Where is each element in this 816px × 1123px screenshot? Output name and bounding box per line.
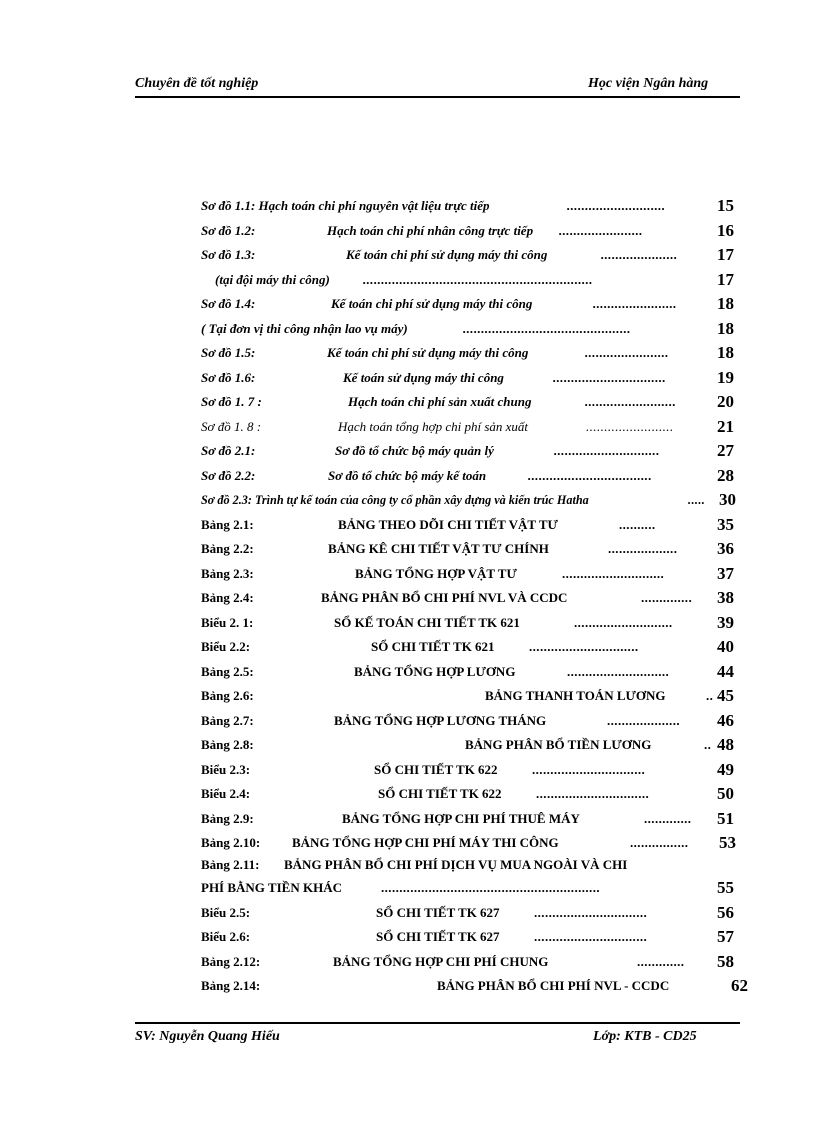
footer-left: SV: Nguyễn Quang Hiếu <box>135 1029 280 1044</box>
toc-label: Sơ đồ 1.5: <box>201 345 256 360</box>
toc-page: 53 <box>719 833 736 852</box>
toc-page: 48 <box>717 735 734 754</box>
toc-row[interactable] <box>201 974 752 999</box>
header-right: Học viện Ngân hàng <box>588 76 709 91</box>
toc-dots: ............................ <box>562 565 665 581</box>
toc-row[interactable] <box>201 635 752 660</box>
toc-row[interactable] <box>201 562 752 587</box>
toc-page: 15 <box>717 196 734 215</box>
toc-page: 44 <box>717 661 734 681</box>
footer-right: Lớp: KTB - CD25 <box>593 1029 697 1044</box>
toc-page: 58 <box>717 951 734 971</box>
toc-label: Biểu 2.3: <box>201 761 251 777</box>
toc-page: 56 <box>717 902 734 922</box>
toc-page: 17 <box>717 269 734 289</box>
toc-page: 55 <box>717 877 734 897</box>
toc-title: SỔ CHI TIẾT TK 627 <box>376 929 500 944</box>
toc-page: 46 <box>717 710 734 730</box>
toc-dots: .. <box>706 688 714 703</box>
toc-row[interactable] <box>201 709 752 734</box>
toc-title: Hạch toán tổng hợp chi phí sản xuất <box>338 418 529 434</box>
toc-dots: ............................... <box>534 904 648 920</box>
toc-title: Hạch toán chi phí nhân công trực tiếp <box>327 222 534 238</box>
toc-dots: .................................. <box>528 467 653 483</box>
toc-dots: ..................... <box>601 247 678 262</box>
toc-row[interactable] <box>201 901 752 926</box>
toc-dots: ................... <box>608 541 678 556</box>
toc-dots: ........................... <box>567 198 666 213</box>
header-left: Chuyên đề tốt nghiệp <box>135 76 259 91</box>
toc-row[interactable] <box>201 513 752 538</box>
toc-row[interactable] <box>201 950 752 975</box>
toc-row[interactable] <box>201 219 752 244</box>
toc-page: 38 <box>717 588 734 607</box>
toc-dots: ............................... <box>536 786 650 801</box>
toc-title: BẢNG KÊ CHI TIẾT VẬT TƯ CHÍNH <box>328 541 549 556</box>
toc-label: Bảng 2.14: <box>201 978 261 993</box>
toc-row[interactable] <box>201 831 752 856</box>
toc-label: Bảng 2.3: <box>201 565 254 581</box>
toc-label: Biểu 2. 1: <box>201 614 254 630</box>
toc-label: Bảng 2.10: <box>201 835 261 850</box>
toc-page: 21 <box>717 416 734 436</box>
toc-row[interactable] <box>201 194 752 219</box>
toc-dots: .. <box>704 737 712 752</box>
toc-dots: ................ <box>630 835 689 850</box>
toc-title: Hạch toán chi phí sản xuất chung <box>348 394 532 409</box>
table-of-contents <box>201 194 752 999</box>
toc-row[interactable] <box>201 758 752 783</box>
toc-page: 27 <box>717 441 734 460</box>
toc-title: SỔ KẾ TOÁN CHI TIẾT TK 621 <box>334 614 520 630</box>
toc-page: 57 <box>717 927 734 946</box>
toc-dots: ....................... <box>593 296 677 311</box>
toc-page: 18 <box>717 343 734 362</box>
toc-title: BẢNG THANH TOÁN LƯƠNG <box>485 688 666 703</box>
toc-dots: ............................................................... <box>363 271 593 287</box>
toc-label: Biểu 2.6: <box>201 929 251 944</box>
toc-page: 45 <box>717 686 734 705</box>
toc-row[interactable] <box>201 537 752 562</box>
toc-title: BẢNG PHÂN BỔ CHI PHÍ NVL - CCDC <box>437 978 670 993</box>
toc-row[interactable] <box>201 268 752 293</box>
toc-label: Biểu 2.5: <box>201 904 251 920</box>
toc-page: 30 <box>719 490 736 509</box>
toc-title: SỔ CHI TIẾT TK 622 <box>378 786 502 801</box>
toc-page: 36 <box>717 539 734 558</box>
toc-title: BẢNG THEO DÕI CHI TIẾT VẬT TƯ <box>338 516 558 532</box>
toc-page: 18 <box>717 318 734 338</box>
toc-title: BẢNG PHÂN BỔ CHI PHÍ DỊCH VỤ MUA NGOÀI VÀ CHI <box>284 856 628 872</box>
toc-title: SỔ CHI TIẾT TK 621 <box>371 639 495 654</box>
toc-row[interactable] <box>201 925 752 950</box>
toc-dots: ............. <box>637 953 685 969</box>
toc-row[interactable] <box>201 464 752 489</box>
toc-dots: ......................... <box>585 394 677 409</box>
toc-row[interactable] <box>201 660 752 685</box>
toc-page: 49 <box>717 759 734 779</box>
toc-dots: ............................ <box>567 663 670 679</box>
toc-page: 20 <box>717 392 734 411</box>
toc-title: Sơ đồ tổ chức bộ máy quản lý <box>335 443 494 458</box>
toc-dots: ............................... <box>534 929 648 944</box>
toc-page: 50 <box>717 784 734 803</box>
toc-label: Bảng 2.1: <box>201 516 254 532</box>
toc-row[interactable] <box>201 317 752 342</box>
toc-row[interactable] <box>201 586 752 611</box>
toc-label: (tại đội máy thi công) <box>215 271 330 287</box>
toc-dots: .............................. <box>529 639 639 654</box>
toc-label: Bảng 2.4: <box>201 590 254 605</box>
toc-dots: ........................... <box>574 614 673 630</box>
toc-title: Kế toán chi phí sử dụng máy thi công <box>346 247 548 262</box>
toc-row[interactable] <box>201 415 752 440</box>
toc-label: Sơ đồ 1. 7 : <box>201 394 262 409</box>
toc-page: 37 <box>717 563 734 583</box>
toc-dots: ..... <box>688 493 706 507</box>
toc-page: 35 <box>717 514 734 534</box>
toc-row[interactable] <box>201 488 752 513</box>
toc-page: 40 <box>717 637 734 656</box>
toc-page: 51 <box>717 808 734 828</box>
toc-title: BẢNG PHÂN BỔ CHI PHÍ NVL VÀ CCDC <box>321 590 568 605</box>
toc-page: 16 <box>717 220 734 240</box>
toc-label: Bảng 2.5: <box>201 663 254 679</box>
toc-dots: .............. <box>641 590 693 605</box>
toc-label: Sơ đồ 1. 8 : <box>201 418 262 434</box>
toc-label: Bảng 2.7: <box>201 712 254 728</box>
toc-label: Sơ đồ 2.2: <box>201 467 256 483</box>
toc-label: Bảng 2.9: <box>201 810 254 826</box>
toc-row[interactable] <box>201 292 752 317</box>
toc-row[interactable] <box>201 684 752 709</box>
toc-dots: ............. <box>644 810 692 826</box>
toc-page: 17 <box>717 245 734 264</box>
toc-label: PHÍ BẰNG TIỀN KHÁC <box>201 879 342 895</box>
toc-title: BẢNG TỔNG HỢP CHI PHÍ THUÊ MÁY <box>342 810 580 826</box>
toc-title: BẢNG TỔNG HỢP CHI PHÍ CHUNG <box>333 953 549 969</box>
toc-label: Bảng 2.2: <box>201 541 254 556</box>
toc-row[interactable] <box>201 733 752 758</box>
toc-row[interactable] <box>201 782 752 807</box>
toc-page: 28 <box>717 465 734 485</box>
toc-row[interactable] <box>201 807 752 832</box>
toc-dots: ............................. <box>554 443 660 458</box>
toc-title: SỔ CHI TIẾT TK 627 <box>376 904 500 920</box>
toc-row[interactable] <box>201 874 752 901</box>
toc-title: Kế toán sử dụng máy thi công <box>343 369 504 385</box>
toc-title: Kế toán chi phí sử dụng máy thi công <box>327 345 529 360</box>
toc-dots: .............................................. <box>463 320 631 336</box>
toc-label: Sơ đồ 2.3: Trình tự kế toán của công ty cổ phần xây dựng và kiến trúc Hatha <box>201 493 589 507</box>
toc-label: Sơ đồ 2.1: <box>201 443 256 458</box>
toc-title: BẢNG TỔNG HỢP LƯƠNG THÁNG <box>334 712 547 728</box>
toc-label: Sơ đồ 1.4: <box>201 296 256 311</box>
toc-row[interactable] <box>201 390 752 415</box>
toc-title: BẢNG PHÂN BỔ TIỀN LƯƠNG <box>465 737 652 752</box>
toc-dots: .................... <box>607 712 680 728</box>
toc-row[interactable] <box>201 439 752 464</box>
toc-label: Bảng 2.12: <box>201 953 261 969</box>
toc-page: 19 <box>717 367 734 387</box>
toc-dots: ............................... <box>553 369 667 385</box>
toc-label: Sơ đồ 1.1: Hạch toán chi phí nguyên vật liệu trực tiếp <box>201 198 490 213</box>
toc-row[interactable] <box>201 856 752 874</box>
toc-label: Sơ đồ 1.6: <box>201 369 256 385</box>
toc-title: BẢNG TỔNG HỢP VẬT TƯ <box>355 565 517 581</box>
toc-label: Bảng 2.11: <box>201 856 260 872</box>
toc-label: Sơ đồ 1.2: <box>201 222 256 238</box>
toc-label: Bảng 2.8: <box>201 737 254 752</box>
toc-title: Kế toán chi phí sử dụng máy thi công <box>331 296 533 311</box>
toc-page: 39 <box>717 612 734 632</box>
toc-title: BẢNG TỔNG HỢP LƯƠNG <box>354 663 516 679</box>
toc-row[interactable] <box>201 243 752 268</box>
toc-page: 18 <box>717 294 734 313</box>
toc-dots: ....................... <box>559 222 643 238</box>
toc-row[interactable] <box>201 366 752 391</box>
toc-label: Biểu 2.4: <box>201 786 251 801</box>
toc-label: Bảng 2.6: <box>201 688 254 703</box>
toc-dots: ............................... <box>532 761 646 777</box>
toc-dots: .......... <box>619 516 656 532</box>
toc-title: Sơ đồ tổ chức bộ máy kế toán <box>328 467 487 483</box>
header-rule <box>135 96 740 98</box>
toc-title: BẢNG TỔNG HỢP CHI PHÍ MÁY THI CÔNG <box>292 835 559 850</box>
toc-dots: ....................... <box>585 345 669 360</box>
toc-page: 62 <box>731 976 748 995</box>
toc-dots: ........................ <box>586 418 674 434</box>
toc-label: Sơ đồ 1.3: <box>201 247 256 262</box>
toc-row[interactable] <box>201 611 752 636</box>
toc-label: ( Tại đơn vị thi công nhận lao vụ máy) <box>201 320 408 336</box>
toc-row[interactable] <box>201 341 752 366</box>
toc-dots: ............................................................ <box>381 879 600 895</box>
footer-rule <box>135 1022 740 1024</box>
toc-label: Biểu 2.2: <box>201 639 251 654</box>
toc-title: SỔ CHI TIẾT TK 622 <box>374 761 498 777</box>
